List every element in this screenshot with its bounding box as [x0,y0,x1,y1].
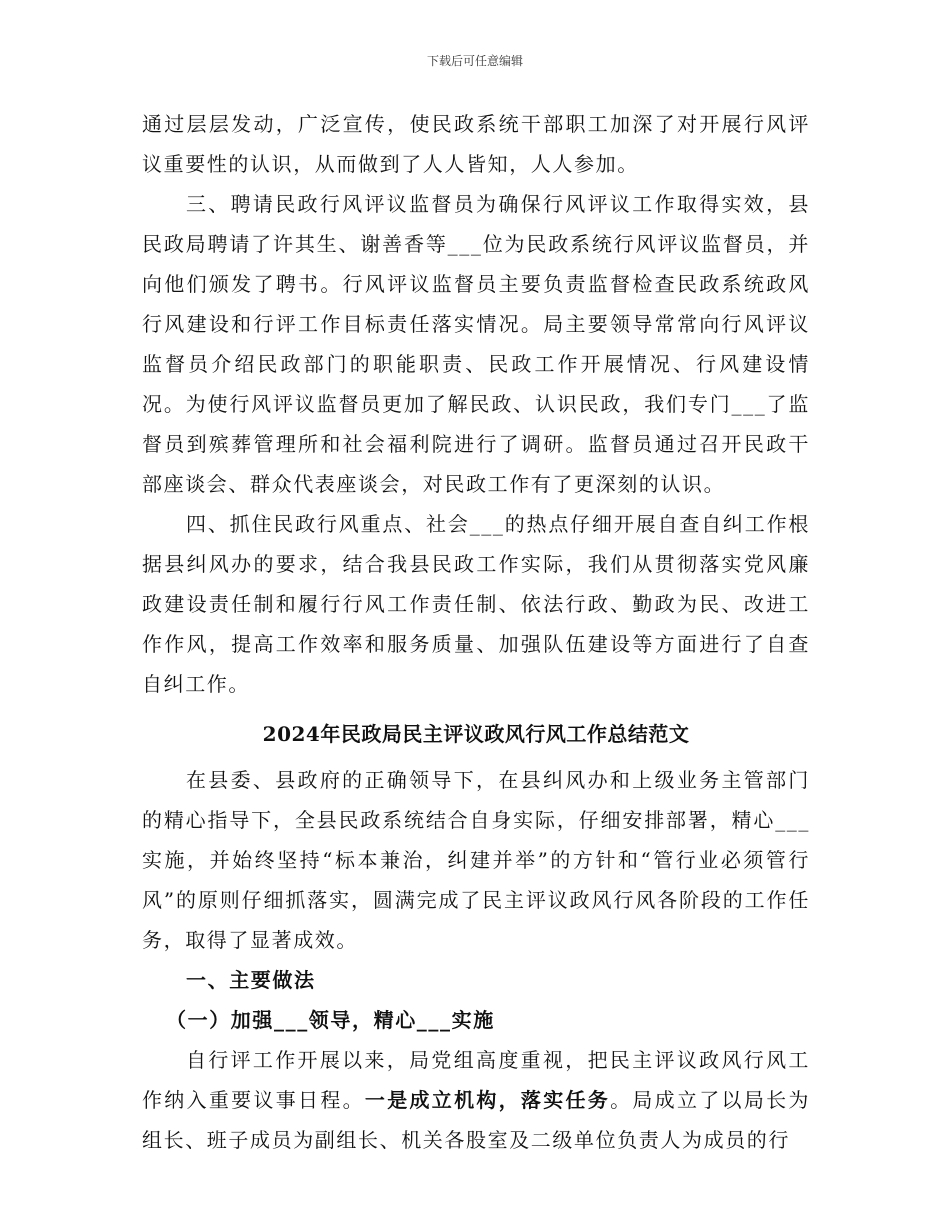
document-body [142,104,810,1160]
paragraph-5-bold: 一是成立机构，落实任务 [364,1088,611,1112]
page-header: 下载后可任意编辑 [426,54,523,68]
paragraph-3: 四、抓住民政行风重点、社会___的热点仔细开展自查自纠工作根据县纠风办的要求，结合我县民政工作实际，我们从贯彻落实党风廉政建设责任制和履行行风工作责任制、依法行政、勤政为民、改进工作作风，提高工作效率和服务质量、加强队伍建设等方面进行了自查自纠工作。 [142,512,810,696]
paragraph-5 [142,1040,810,1160]
document-title: 2024年民政局民主评议政风行风工作总结范文 [262,722,690,746]
paragraph-5-start: 自行评工作开展以来，局党组高度重视，把民主评议政风行风工作纳入重要议事日程。 [142,1048,810,1112]
paragraph-4: 在县委、县政府的正确领导下，在县纠风办和上级业务主管部门的精心指导下，全县民政系统结合自身实际，仔细安排部署，精心___实施，并始终坚持“标本兼治，纠建并举”的方针和“管行业必须管行风”的原则仔细抓落实，圆满完成了民主评议政风行风各阶段的工作任务，取得了显著成效。 [142,768,810,952]
paragraph-5-end: 。局成立了以局长为组长、班子成员为副组长、机关各股室及二级单位负责人为成员的行 [142,1088,811,1152]
section-heading-1: 一、主要做法 [186,968,316,992]
paragraph-2: 三、聘请民政行风评议监督员为确保行风评议工作取得实效，县民政局聘请了许其生、谢善香等___位为民政系统行风评议监督员，并向他们颁发了聘书。行风评议监督员主要负责监督检查民政系统政风行风建设和行评工作目标责任落实情况。局主要领导常常向行风评议监督员介绍民政部门的职能职责、民政工作开展情况、行风建设情况。为使行风评议监督员更加了解民政、认识民政，我们专门___了监督员到殡葬管理所和社会福利院进行了调研。监督员通过召开民政干部座谈会、群众代表座谈会，对民政工作有了更深刻的认识。 [142,192,810,496]
paragraph-1: 通过层层发动，广泛宣传，使民政系统干部职工加深了对开展行风评议重要性的认识，从而做到了人人皆知，人人参加。 [142,112,810,176]
section-heading-2: （一）加强___领导，精心___实施 [166,1008,495,1032]
